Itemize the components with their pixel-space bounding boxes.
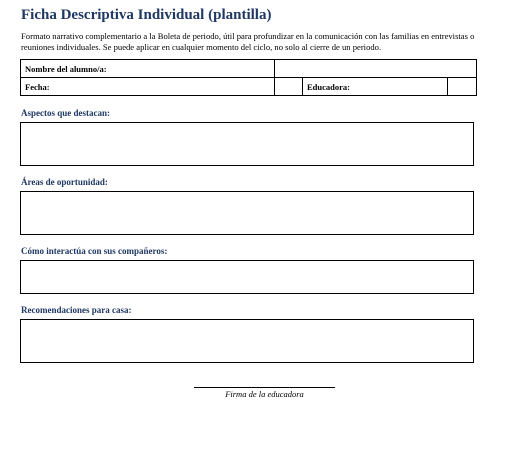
section-label-interaction: Cómo interactúa con sus compañeros: xyxy=(21,246,168,256)
recommendations-answer-box[interactable] xyxy=(20,319,474,363)
section-label-strengths: Aspectos que destacan: xyxy=(21,108,110,118)
section-label-opportunities: Áreas de oportunidad: xyxy=(21,177,108,187)
student-name-row xyxy=(21,60,477,78)
student-name-label: Nombre del alumno/a: xyxy=(21,60,275,78)
date-label: Fecha: xyxy=(21,78,275,96)
opportunities-answer-box[interactable] xyxy=(20,191,474,235)
strengths-answer-box[interactable] xyxy=(20,122,474,166)
date-teacher-row xyxy=(21,78,477,96)
signature-line xyxy=(194,387,335,388)
intro-paragraph: Formato narrativo complementario a la Boleta de periodo, útil para profundizar en la comunicación con las familias en entrevistas o reuniones individuales. Se puede aplicar en cualquier momento del ciclo, no solo al cierre de un periodo. xyxy=(21,31,475,52)
teacher-label: Educadora: xyxy=(303,78,448,96)
interaction-answer-box[interactable] xyxy=(20,260,474,294)
page-title: Ficha Descriptiva Individual (plantilla) xyxy=(21,7,272,23)
date-field[interactable] xyxy=(275,78,303,96)
student-info-table xyxy=(20,59,477,96)
section-label-recommendations: Recomendaciones para casa: xyxy=(21,305,132,315)
teacher-field[interactable] xyxy=(448,78,477,96)
signature-caption: Firma de la educadora xyxy=(225,389,304,399)
student-name-field[interactable] xyxy=(275,60,477,78)
